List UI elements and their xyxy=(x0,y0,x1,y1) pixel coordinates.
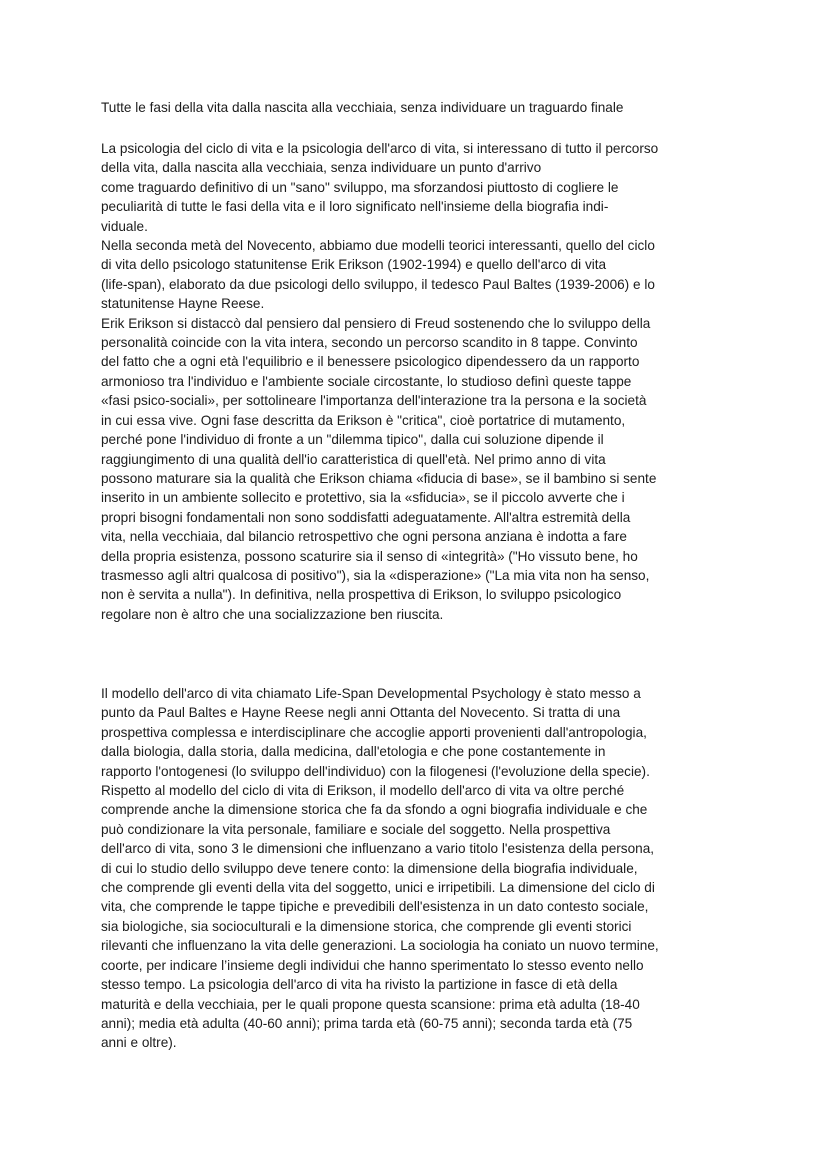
text-line: possono maturare sia la qualità che Erikson chiama «fiducia di base», se il bambino si sente xyxy=(101,470,657,486)
text-line: Il modello dell'arco di vita chiamato Life-Span Developmental Psychology è stato messo a xyxy=(101,686,641,701)
paragraph-section-1 xyxy=(101,139,741,624)
text-line: rapporto l'ontogenesi (lo sviluppo dell'individuo) con la filogenesi (l'evoluzione della specie). xyxy=(101,763,650,779)
text-line: in cui essa vive. Ogni fase descritta da Erikson è "critica", cioè portatrice di mutamento, xyxy=(101,412,626,428)
text-line: personalità coincide con la vita intera, secondo un percorso scandito in 8 tappe. Convinto xyxy=(101,335,638,351)
text-line: peculiarità di tutte le fasi della vita e il loro significato nell'insieme della biografia indi- xyxy=(101,199,609,215)
title-text: Tutte le fasi della vita dalla nascita alla vecchiaia, senza individuare un traguardo finale xyxy=(101,100,624,115)
text-line: di cui lo studio dello sviluppo deve tenere conto: la dimensione della biografia individuale, xyxy=(101,860,638,876)
text-line: vita, che comprende le tappe tipiche e prevedibili dell'esistenza in un dato contesto sociale, xyxy=(101,899,649,915)
text-line: vita, nella vecchiaia, dal bilancio retrospettivo che ogni persona anziana è indotta a fare xyxy=(101,529,627,545)
text-line: anni e oltre). xyxy=(101,1035,177,1051)
text-line: punto da Paul Baltes e Hayne Reese negli anni Ottanta del Novecento. Si tratta di una xyxy=(101,705,621,721)
text-line: statunitense Hayne Reese. xyxy=(101,296,265,312)
text-line: perché pone l'individuo di fronte a un "dilemma tipico", dalla cui soluzione dipende il xyxy=(101,432,604,448)
text-line: (life-span), elaborato da due psicologi dello sviluppo, il tedesco Paul Baltes (1939-2006) e lo xyxy=(101,276,655,292)
text-line: armonioso tra l'individuo e l'ambiente sociale circostante, lo studioso definì queste tappe xyxy=(101,373,632,389)
text-line: inserito in un ambiente sollecito e protettivo, sia la «sfiducia», se il piccolo avverte che i xyxy=(101,490,625,506)
text-line: che comprende gli eventi della vita del soggetto, unici e irripetibili. La dimensione del ciclo di xyxy=(101,880,655,896)
text-line: rilevanti che influenzano la vita delle generazioni. La sociologia ha coniato un nuovo termine, xyxy=(101,938,659,954)
text-line: Erik Erikson si distaccò dal pensiero dal pensiero di Freud sostenendo che lo sviluppo della xyxy=(101,315,651,331)
text-line: dell'arco di vita, sono 3 le dimensioni che influenzano a vario titolo l'esistenza della persona, xyxy=(101,841,655,857)
text-line: Nella seconda metà del Novecento, abbiamo due modelli teorici interessanti, quello del ciclo xyxy=(101,238,655,254)
paragraph-section-2 xyxy=(101,684,741,1053)
text-line: coorte, per indicare l’insieme degli individui che hanno sperimentato lo stesso evento nello xyxy=(101,957,644,973)
text-line: dalla biologia, dalla storia, dalla medicina, dall'etologia e che pone costantemente in xyxy=(101,744,606,760)
text-line: può condizionare la vita personale, familiare e sociale del soggetto. Nella prospettiva xyxy=(101,821,611,837)
text-line: raggiungimento di una qualità dell'io caratteristica di quell'età. Nel primo anno di vita xyxy=(101,451,606,467)
text-line: come traguardo definitivo di un "sano" sviluppo, ma sforzandosi piuttosto di cogliere le xyxy=(101,179,619,195)
document-title-line xyxy=(101,98,741,117)
text-line: del fatto che a ogni età l'equilibrio e il benessere psicologico dipendessero da un rapporto xyxy=(101,354,640,370)
text-line: propri bisogni fondamentali non sono soddisfatti adeguatamente. All'altra estremità della xyxy=(101,509,631,525)
text-line: La psicologia del ciclo di vita e la psicologia dell'arco di vita, si interessano di tutto il percorso xyxy=(101,141,659,156)
text-line: della propria esistenza, possono scaturire sia il senso di «integrità» ("Ho vissuto bene, ho xyxy=(101,548,638,564)
text-line: anni); media età adulta (40-60 anni); prima tarda età (60-75 anni); seconda tarda età (75 xyxy=(101,1015,633,1031)
text-line: Rispetto al modello del ciclo di vita di Erikson, il modello dell'arco di vita va oltre perché xyxy=(101,783,625,799)
text-line: sia biologiche, sia socioculturali e la dimensione storica, che comprende gli eventi storici xyxy=(101,918,632,934)
text-line: maturità e della vecchiaia, per le quali propone questa scansione: prima età adulta (18-40 xyxy=(101,996,640,1012)
text-line: comprende anche la dimensione storica che fa da sfondo a ogni biografia individuale e che xyxy=(101,802,648,818)
text-line: della vita, dalla nascita alla vecchiaia, senza individuare un punto d'arrivo xyxy=(101,160,542,176)
text-line: non è servita a nulla"). In definitiva, nella prospettiva di Erikson, lo sviluppo psicologico xyxy=(101,587,622,603)
text-line: «fasi psico-sociali», per sottolineare l'importanza dell'interazione tra la persona e la società xyxy=(101,393,647,409)
text-line: viduale. xyxy=(101,218,148,234)
text-line: stesso tempo. La psicologia dell'arco di vita ha rivisto la partizione in fasce di età della xyxy=(101,977,618,993)
text-line: trasmesso agli altri qualcosa di positivo"), sia la «disperazione» ("La mia vita non ha senso, xyxy=(101,567,650,583)
text-line: di vita dello psicologo statunitense Erik Erikson (1902-1994) e quello dell'arco di vita xyxy=(101,257,607,273)
text-line: prospettiva complessa e interdisciplinare che accoglie apporti provenienti dall'antropologia, xyxy=(101,724,647,740)
text-line: regolare non è altro che una socializzazione ben riuscita. xyxy=(101,606,444,622)
